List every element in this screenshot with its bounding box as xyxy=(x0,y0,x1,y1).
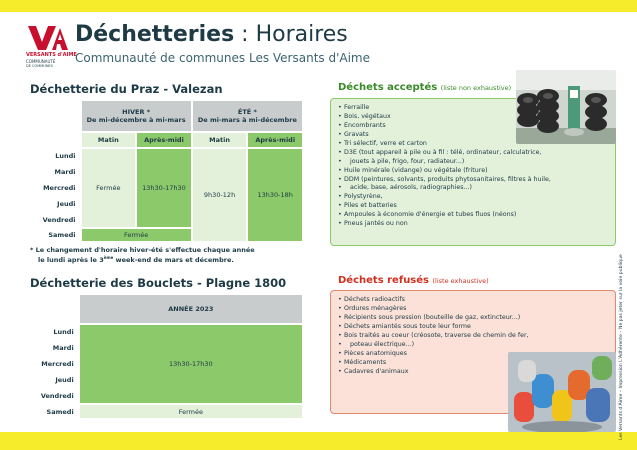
empty-cell xyxy=(30,133,80,147)
list-item-cont: • acide, base, aérosols, radiographies...) xyxy=(338,184,610,193)
list-item: • Déchets radioactifs xyxy=(338,296,548,305)
list-item: • Médicaments xyxy=(338,359,548,368)
summer-morning-cell: 9h30-12h xyxy=(193,149,247,241)
plagne-title: Déchetterie des Bouclets - Plagne 1800 xyxy=(30,276,287,290)
title-rest: : Horaires xyxy=(234,22,348,47)
note-line2-b: week-end de mars et décembre. xyxy=(113,256,234,265)
summer-label: ÉTÉ * xyxy=(237,108,257,116)
bottom-yellow-band xyxy=(0,432,637,450)
accepted-note: (liste non exhaustive) xyxy=(440,84,512,92)
note-line2 xyxy=(30,255,305,265)
list-item-cont: • jouets à pile, frigo, four, radiateur...) xyxy=(338,158,610,167)
note-line2-a: le lundi après le 3 xyxy=(38,256,104,265)
logo-name: VERSANTS d'AIME xyxy=(26,52,77,58)
list-item: • Récipients sous pression (bouteille de gaz, extincteur...) xyxy=(338,314,548,323)
list-item: • DDM (peintures, solvants, produits phytosanitaires, filtres à huile, xyxy=(338,176,610,185)
side-legal-text: Les Versants d'Aime – Impression L'Adhérente – Ne pas jeter sur la voie publique xyxy=(619,254,624,440)
winter-range: De mi-décembre à mi-mars xyxy=(86,116,186,124)
day-label: Mardi xyxy=(54,168,76,176)
versants-aime-logo xyxy=(26,24,77,70)
top-yellow-band xyxy=(0,0,637,12)
day-label: Samedi xyxy=(48,231,76,239)
day-label: Vendredi xyxy=(42,216,76,224)
list-item: • Huile minérale (vidange) ou végétale (friture) xyxy=(338,167,610,176)
note-line2-sup: ème xyxy=(103,255,114,261)
note-line1: * Le changement d'horaire hiver-été s'effectue chaque année xyxy=(30,246,255,254)
list-item: • Tri sélectif, verre et carton xyxy=(338,140,610,149)
page-title xyxy=(75,22,348,47)
list-item: • Ferraille xyxy=(338,104,610,113)
list-item: • Bois, végétaux xyxy=(338,113,610,122)
day-label: Lundi xyxy=(53,328,74,336)
list-item: • Polystyrène, xyxy=(338,193,610,202)
valezan-schedule-table xyxy=(28,99,304,243)
accepted-title-text: Déchets acceptés xyxy=(338,82,438,93)
list-item: • Encombrants xyxy=(338,122,610,131)
list-item: • Cadavres d'animaux xyxy=(338,368,548,377)
refused-note: (liste exhaustive) xyxy=(432,277,489,285)
list-item: • Piles et batteries xyxy=(338,202,610,211)
tire-pile-photo xyxy=(516,70,616,144)
year-header: ANNÉE 2023 xyxy=(80,295,302,323)
winter-morning-cell: Fermée xyxy=(82,149,136,227)
weekday-hours-cell: 13h30-17h30 xyxy=(80,325,302,403)
list-item: • Ampoules à économie d'énergie et tubes fluos (néons) xyxy=(338,211,610,220)
winter-header xyxy=(82,101,191,131)
list-item: • Pièces anatomiques xyxy=(338,350,548,359)
list-item-cont: • poteau électrique...) xyxy=(338,341,548,350)
refused-title-text: Déchets refusés xyxy=(338,275,429,286)
list-item: • Bois traités au coeur (créosote, traverse de chemin de fer, xyxy=(338,332,548,341)
empty-corner xyxy=(30,295,78,323)
winter-morning-header: Matin xyxy=(82,133,136,147)
summer-afternoon-header: Après-midi xyxy=(248,133,302,147)
summer-afternoon-cell: 13h30-18h xyxy=(248,149,302,241)
list-item: • Déchets amiantés sous toute leur forme xyxy=(338,323,548,332)
summer-range: De mi-mars à mi-décembre xyxy=(197,116,297,124)
list-item: • Pneus jantés ou non xyxy=(338,220,610,229)
day-label: Vendredi xyxy=(40,392,74,400)
summer-header xyxy=(193,101,302,131)
list-item: • D3E (tout appareil à pile ou à fil : télé, ordinateur, calculatrice, xyxy=(338,149,610,158)
gas-bottles-photo xyxy=(508,352,616,432)
accepted-title xyxy=(338,82,511,93)
list-item: • Ordures ménagères xyxy=(338,305,548,314)
saturday-hours-cell: Fermée xyxy=(80,405,302,418)
day-label: Mercredi xyxy=(41,360,74,368)
list-item: • Gravats xyxy=(338,131,610,140)
winter-afternoon-cell: 13h30-17h30 xyxy=(137,149,191,227)
season-change-note xyxy=(30,246,305,265)
day-label: Jeudi xyxy=(57,200,76,208)
day-label: Samedi xyxy=(46,407,74,416)
logo-sub2: DE COMMUNES xyxy=(26,64,53,68)
logo-sub1: COMMUNAUTÉ xyxy=(26,59,56,64)
winter-saturday-cell: Fermée xyxy=(82,229,191,241)
day-label: Mercredi xyxy=(43,184,76,192)
winter-afternoon-header: Après-midi xyxy=(137,133,191,147)
day-label: Jeudi xyxy=(55,376,74,384)
day-label: Mardi xyxy=(52,344,74,352)
page-subtitle: Communauté de communes Les Versants d'Aime xyxy=(75,51,370,65)
logo-mark-icon xyxy=(26,24,70,50)
day-label: Lundi xyxy=(55,152,76,160)
empty-corner xyxy=(30,101,80,131)
winter-label: HIVER * xyxy=(122,108,151,116)
refused-title xyxy=(338,275,489,286)
valezan-title: Déchetterie du Praz - Valezan xyxy=(30,82,223,96)
summer-morning-header: Matin xyxy=(193,133,247,147)
title-bold: Déchetteries xyxy=(75,22,235,47)
plagne-schedule-table xyxy=(28,293,304,420)
